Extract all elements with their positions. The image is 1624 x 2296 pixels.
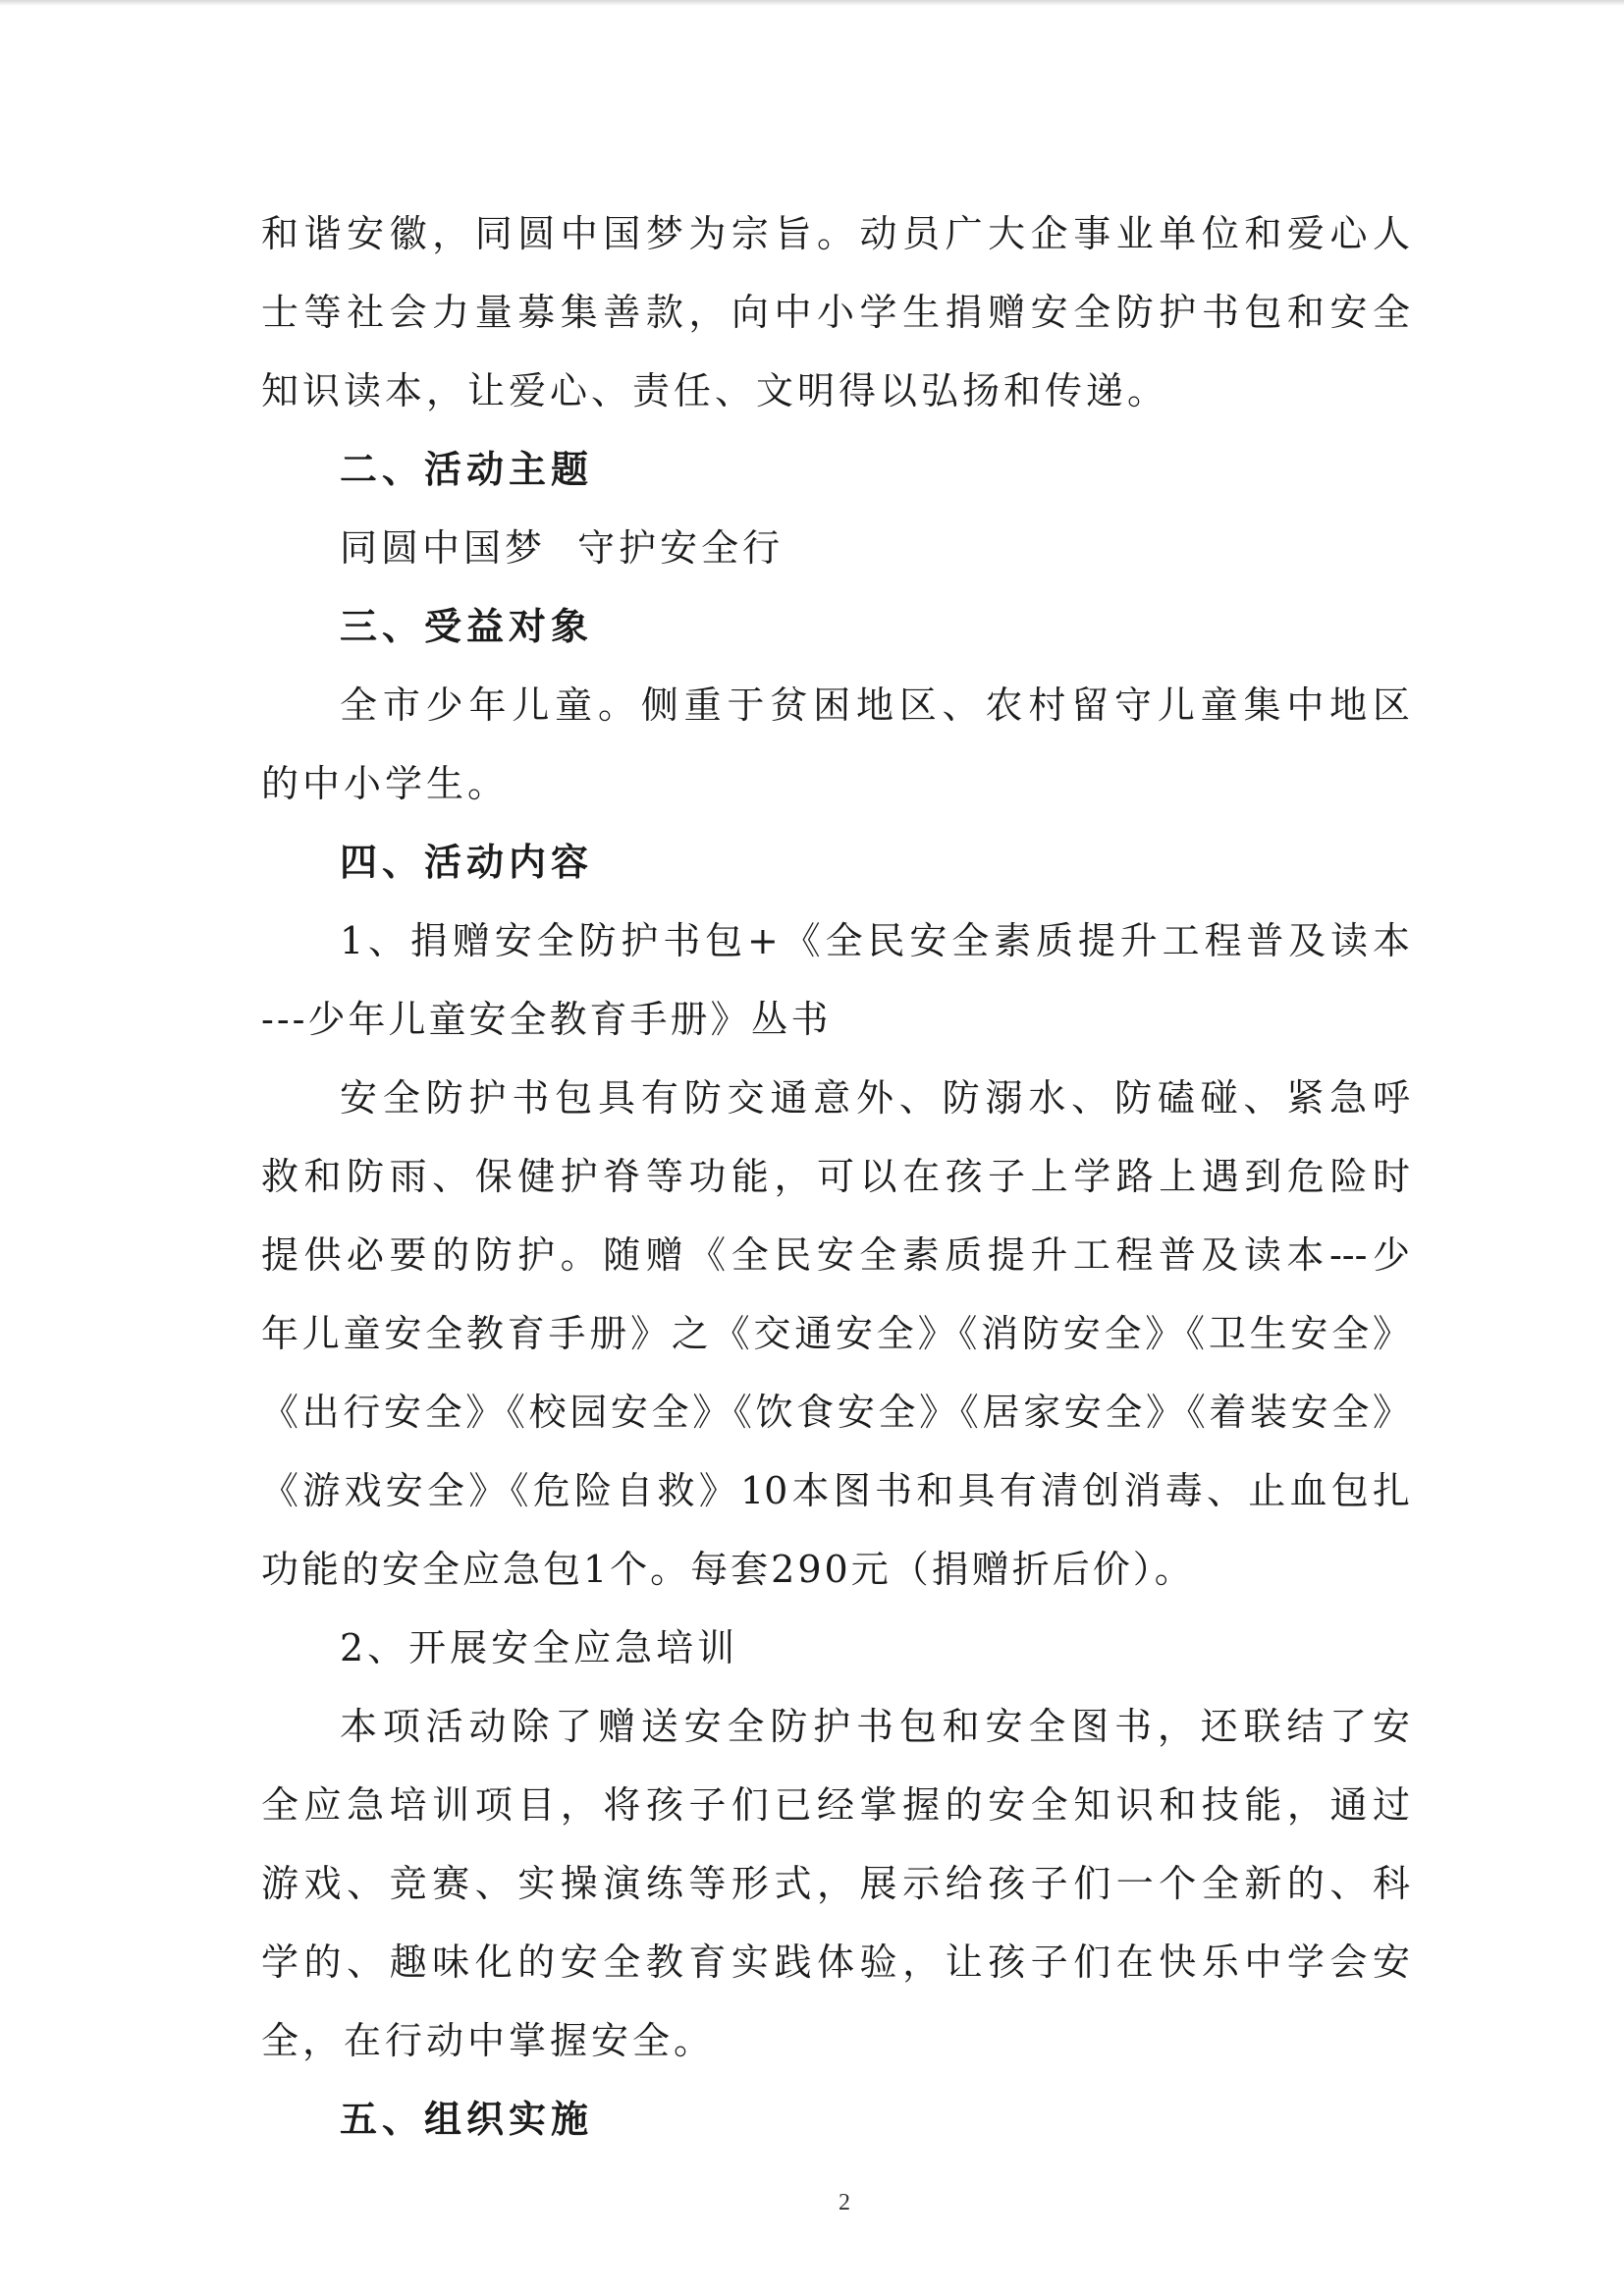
subheading-line: ---少年儿童安全教育手册》丛书 (261, 998, 832, 1041)
paragraph-line: 提供必要的防护。随赠《全民安全素质提升工程普及读本---少 (261, 1233, 1410, 1277)
page-number: 2 (839, 2190, 850, 2215)
paragraph-line: 安全防护书包具有防交通意外、防溺水、防磕碰、紧急呼 (340, 1076, 1410, 1120)
paragraph-line: 《游戏安全》《危险自救》10本图书和具有清创消毒、止血包扎 (261, 1469, 1410, 1512)
paragraph-line: 年儿童安全教育手册》之《交通安全》《消防安全》《卫生安全》 (261, 1312, 1410, 1355)
paragraph-line: 知识读本，让爱心、责任、文明得以弘扬和传递。 (261, 369, 1169, 412)
paragraph-line: 游戏、竞赛、实操演练等形式，展示给孩子们一个全新的、科 (261, 1862, 1410, 1905)
paragraph-line: 本项活动除了赠送安全防护书包和安全图书，还联结了安 (340, 1705, 1410, 1748)
paragraph-line: 和谐安徽，同圆中国梦为宗旨。动员广大企事业单位和爱心人 (261, 212, 1410, 255)
paragraph-line: 士等社会力量募集善款，向中小学生捐赠安全防护书包和安全 (261, 291, 1410, 334)
subheading-line: 2、开展安全应急培训 (340, 1626, 739, 1669)
paragraph-line: 全，在行动中掌握安全。 (261, 2019, 716, 2062)
section-heading: 五、组织实施 (340, 2097, 594, 2141)
paragraph-line: 的中小学生。 (261, 762, 510, 805)
subheading-line: 1、捐赠安全防护书包+《全民安全素质提升工程普及读本 (340, 919, 1410, 962)
paragraph-line: 学的、趣味化的安全教育实践体验，让孩子们在快乐中学会安 (261, 1941, 1410, 1984)
paragraph-line: 全市少年儿童。侧重于贫困地区、农村留守儿童集中地区 (340, 683, 1410, 727)
paragraph-line: 功能的安全应急包1个。每套290元（捐赠折后价）。 (261, 1548, 1195, 1591)
section-heading: 四、活动内容 (340, 840, 594, 884)
section-heading: 三、受益对象 (340, 604, 594, 648)
paragraph-line: 《出行安全》《校园安全》《饮食安全》《居家安全》《着装安全》 (261, 1391, 1410, 1434)
paragraph-line: 救和防雨、保健护脊等功能，可以在孩子上学路上遇到危险时 (261, 1155, 1410, 1198)
paragraph-line: 全应急培训项目，将孩子们已经掌握的安全知识和技能，通过 (261, 1783, 1410, 1827)
activity-theme: 同圆中国梦 守护安全行 (340, 526, 785, 570)
section-heading: 二、活动主题 (340, 447, 594, 491)
